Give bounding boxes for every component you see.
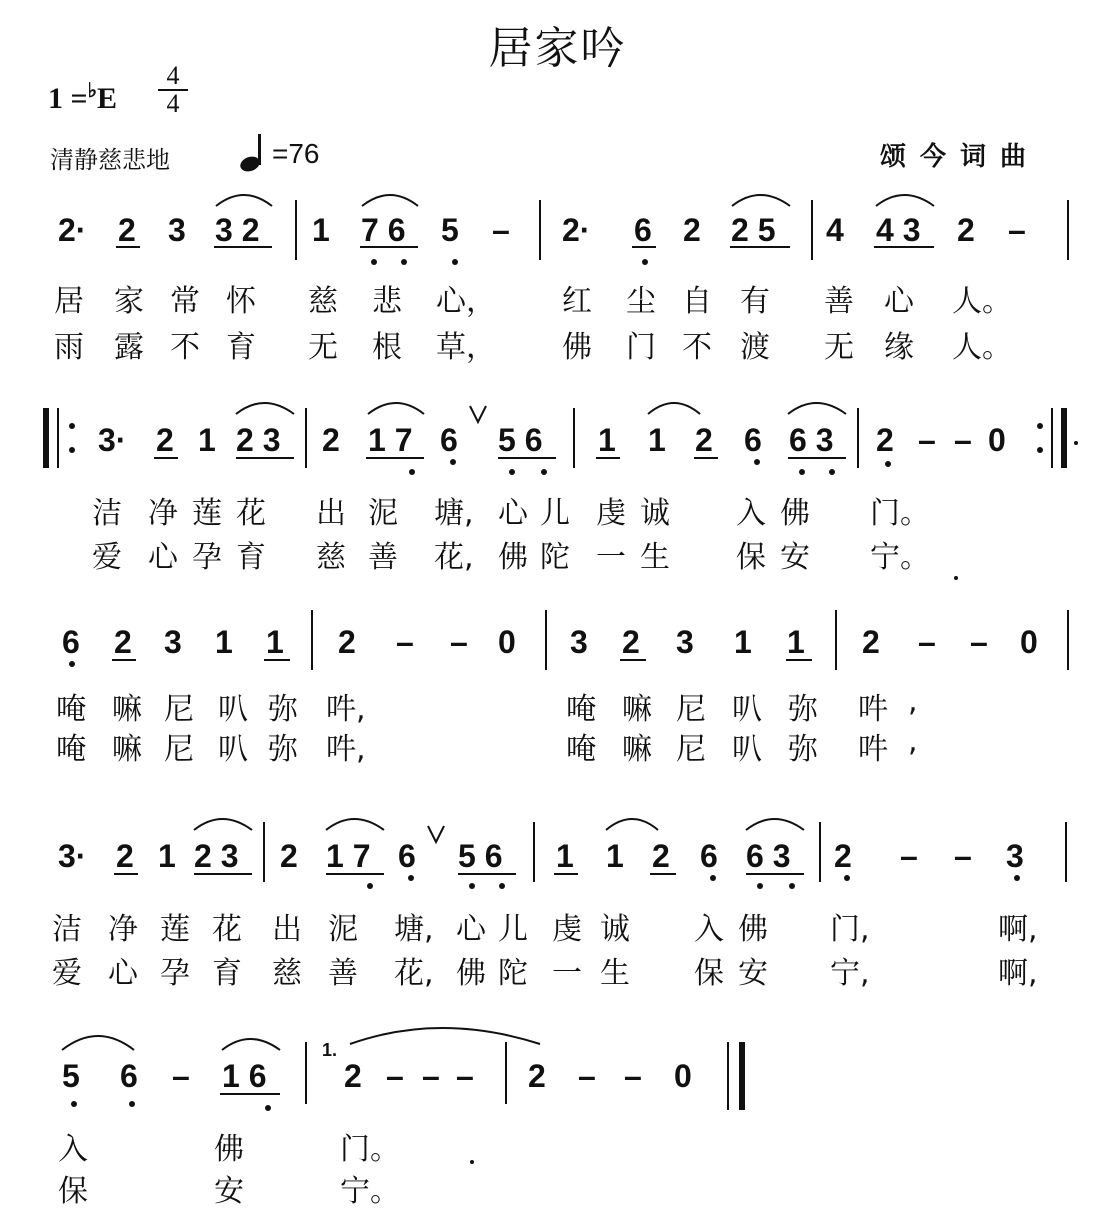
note: 6 3 <box>746 838 791 874</box>
note: 4 3 <box>876 212 921 248</box>
lyric-char: 不 <box>170 330 200 365</box>
note: – <box>492 212 510 248</box>
lyric-char: 慈 <box>308 284 338 319</box>
lyric-char: 啊, <box>998 956 1038 991</box>
lyric-char: 尼 <box>676 732 706 767</box>
lyric-char: 安 <box>214 1174 244 1209</box>
note: 1 <box>198 422 216 458</box>
lyric-char: 怀 <box>226 284 256 319</box>
lyric-char: 叭 <box>732 692 762 727</box>
lyric-char: , <box>908 684 918 719</box>
note: 6 <box>120 1058 138 1094</box>
lyric-char: 心， <box>436 284 496 319</box>
lyric-char: 心 <box>884 284 914 319</box>
lyric-char: 花 <box>236 496 266 531</box>
lyric-char: 善 <box>824 284 854 319</box>
lyric-char: , <box>908 724 918 759</box>
note: 2 <box>156 422 174 458</box>
lyric-char: 一 <box>552 956 582 991</box>
lyric-char: 心 <box>148 540 178 575</box>
note: 1 7 <box>368 422 413 458</box>
note: 2 3 <box>194 838 239 874</box>
note: – <box>386 1058 404 1094</box>
lyric-char: 吽 <box>858 732 888 767</box>
lyric-char: 吽 <box>858 692 888 727</box>
lyric-char: 尼 <box>164 732 194 767</box>
lyric-char: 佛 <box>780 496 810 531</box>
lyric-char: 塘, <box>434 496 474 531</box>
lyric-char: 无 <box>824 330 854 365</box>
note: 1 <box>787 624 805 660</box>
credit: 颂今词曲 <box>880 142 1041 172</box>
lyric-char: 净 <box>108 912 138 947</box>
lyric-char: 宁。 <box>870 540 930 575</box>
note: 5 <box>62 1058 80 1094</box>
lyric-char: 叭 <box>218 692 248 727</box>
lyric-char: 佛 <box>214 1132 244 1167</box>
note: 1 <box>158 838 176 874</box>
lyric-char: 嘛 <box>622 732 652 767</box>
volta-label: 1. <box>322 1040 338 1060</box>
note: 6 <box>634 212 652 248</box>
note: – <box>172 1058 190 1094</box>
note: 1 <box>606 838 624 874</box>
note: 5 <box>441 212 459 248</box>
lyric-char: 自 <box>682 284 712 319</box>
lyric-char: 入 <box>736 496 766 531</box>
lyric-char: 佛 <box>456 956 486 991</box>
lyric-char: 居 <box>54 284 84 319</box>
note: 2 <box>280 838 298 874</box>
note: 2 <box>118 212 136 248</box>
note: 5 6 <box>458 838 503 874</box>
lyric-char: 叭 <box>218 732 248 767</box>
lyric-char: 诚 <box>600 912 630 947</box>
lyric-char: 唵 <box>566 692 596 727</box>
lyric-char: 渡 <box>740 330 770 365</box>
lyric-char: 弥 <box>268 692 298 727</box>
note: 3 2 <box>215 212 260 248</box>
expression-marking: 清静慈悲地 <box>50 146 170 174</box>
lyric-char: 雨 <box>54 330 84 365</box>
note: 2 <box>683 212 701 248</box>
lyric-char: 露 <box>114 330 144 365</box>
note: 7 6 <box>361 212 406 248</box>
note: 0 <box>1020 624 1038 660</box>
lyric-char: 虔 <box>596 496 626 531</box>
note: – <box>900 838 918 874</box>
lyric-char: 孕 <box>160 956 190 991</box>
note: 2 <box>116 838 134 874</box>
song-title: 居家吟 <box>488 23 627 74</box>
note: 2 <box>957 212 975 248</box>
note: 6 <box>62 624 80 660</box>
note: – <box>456 1058 474 1094</box>
lyric-char: 尼 <box>164 692 194 727</box>
lyric-char: 门 <box>626 330 656 365</box>
flat-sign: ♭ <box>87 80 98 102</box>
note: 2 5 <box>731 212 776 248</box>
lyric-char: 常 <box>170 284 200 319</box>
note: – <box>396 624 414 660</box>
note: 2 <box>652 838 670 874</box>
note: 2 <box>834 838 852 874</box>
tempo-value: =76 <box>272 138 320 169</box>
note: 2· <box>58 212 87 248</box>
lyric-char: 善 <box>368 540 398 575</box>
lyric-char: 生 <box>640 540 670 575</box>
lyric-char: 门, <box>830 912 870 947</box>
note: 2 3 <box>236 422 281 458</box>
lyric-char: 不 <box>682 330 712 365</box>
lyric-char: 啊, <box>998 912 1038 947</box>
note: 3· <box>58 838 87 874</box>
lyric-char: 泥 <box>328 912 358 947</box>
lyric-char: 人。 <box>952 284 1012 319</box>
note: – <box>624 1058 642 1094</box>
note: 1 6 <box>222 1058 267 1094</box>
lyric-char: 莲 <box>160 912 190 947</box>
lyric-char: 弥 <box>788 732 818 767</box>
lyric-char: 安 <box>780 540 810 575</box>
note: 2 <box>322 422 340 458</box>
note: 1 <box>266 624 284 660</box>
lyric-char: 有 <box>740 284 770 319</box>
note: 2 <box>876 422 894 458</box>
note: 0 <box>498 624 516 660</box>
lyric-char: 孕 <box>192 540 222 575</box>
lyric-char: 佛 <box>498 540 528 575</box>
lyric-char: 儿 <box>540 496 570 531</box>
lyric-char: 儿 <box>498 912 528 947</box>
lyric-char: 人。 <box>952 330 1012 365</box>
lyric-char: 爱 <box>52 956 82 991</box>
lyric-char: 花, <box>394 956 434 991</box>
note: – <box>954 422 972 458</box>
note: – <box>918 422 936 458</box>
note: 3 <box>1006 838 1024 874</box>
lyric-char: 育 <box>236 540 266 575</box>
note: 5 6 <box>498 422 543 458</box>
note: 2 <box>528 1058 546 1094</box>
note: 4 <box>826 212 844 248</box>
note: 1 <box>734 624 752 660</box>
lyric-char: 嘛 <box>622 692 652 727</box>
lyric-char: 保 <box>736 540 766 575</box>
note: 3 <box>168 212 186 248</box>
lyric-char: 洁 <box>92 496 122 531</box>
lyric-char: 嘛 <box>112 692 142 727</box>
lyric-char: 唵 <box>56 692 86 727</box>
lyric-char: 红 <box>562 284 592 319</box>
lyric-char: 陀 <box>498 956 528 991</box>
lyric-char: 宁。 <box>340 1174 400 1209</box>
lyric-char: 一 <box>596 540 626 575</box>
lyric-char: 吽, <box>326 692 366 727</box>
lyric-char: 生 <box>600 956 630 991</box>
lyric-char: 尼 <box>676 692 706 727</box>
lyric-char: 吽, <box>326 732 366 767</box>
note: 2· <box>562 212 591 248</box>
note: 6 <box>744 422 762 458</box>
lyric-char: 净 <box>148 496 178 531</box>
note: 2 <box>344 1058 362 1094</box>
note: 1 <box>312 212 330 248</box>
lyric-char: 洁 <box>52 912 82 947</box>
lyric-char: 慈 <box>272 956 302 991</box>
note: – <box>954 838 972 874</box>
note: 1 <box>648 422 666 458</box>
lyric-char: 缘 <box>884 330 914 365</box>
lyric-char: 叭 <box>732 732 762 767</box>
note: 2 <box>114 624 132 660</box>
lyric-char: 花 <box>212 912 242 947</box>
note: 1 7 <box>326 838 371 874</box>
lyric-char: 宁, <box>830 956 870 991</box>
note: – <box>918 624 936 660</box>
key-label: 1 = <box>48 82 88 115</box>
lyric-char: 善 <box>328 956 358 991</box>
note: 0 <box>674 1058 692 1094</box>
lyric-char: 慈 <box>316 540 346 575</box>
note: 2 <box>338 624 356 660</box>
note: – <box>450 624 468 660</box>
lyric-char: 佛 <box>738 912 768 947</box>
lyric-char: 虔 <box>552 912 582 947</box>
lyric-char: 入 <box>694 912 724 947</box>
note: 2 <box>862 624 880 660</box>
note: – <box>422 1058 440 1094</box>
lyric-char: 嘛 <box>112 732 142 767</box>
lyric-char: 育 <box>226 330 256 365</box>
note: – <box>1008 212 1026 248</box>
note: 1 <box>598 422 616 458</box>
lyric-char: 陀 <box>540 540 570 575</box>
lyric-char: 安 <box>738 956 768 991</box>
note: 1 <box>215 624 233 660</box>
note: – <box>970 624 988 660</box>
lyric-char: 出 <box>316 496 346 531</box>
note: 6 <box>398 838 416 874</box>
lyric-char: 花, <box>434 540 474 575</box>
lyric-char: 草， <box>436 330 496 365</box>
lyric-char: 诚 <box>640 496 670 531</box>
note: 3 <box>570 624 588 660</box>
lyric-char: 根 <box>372 330 402 365</box>
note: – <box>578 1058 596 1094</box>
time-top: 4 <box>166 61 180 90</box>
lyric-char: 出 <box>272 912 302 947</box>
lyric-char: 唵 <box>566 732 596 767</box>
lyric-char: 心 <box>456 912 486 947</box>
note: 6 3 <box>789 422 834 458</box>
time-bottom: 4 <box>166 89 180 118</box>
lyric-char: 育 <box>212 956 242 991</box>
lyric-char: 心 <box>108 956 138 991</box>
lyric-char: 尘 <box>626 284 656 319</box>
lyric-char: 塘, <box>394 912 434 947</box>
lyric-char: 家 <box>114 284 144 319</box>
lyric-char: 保 <box>58 1174 88 1209</box>
lyric-char: 门。 <box>340 1132 400 1167</box>
note: 3· <box>98 422 127 458</box>
note: 0 <box>988 422 1006 458</box>
lyric-char: 佛 <box>562 330 592 365</box>
lyric-char: 唵 <box>56 732 86 767</box>
note: 3 <box>164 624 182 660</box>
lyric-char: 门。 <box>870 496 930 531</box>
note: 2 <box>695 422 713 458</box>
lyric-char: 保 <box>694 956 724 991</box>
note: 6 <box>700 838 718 874</box>
lyric-char: 爱 <box>92 540 122 575</box>
lyric-char: 心 <box>498 496 528 531</box>
note: 2 <box>622 624 640 660</box>
note: 1 <box>556 838 574 874</box>
lyric-char: 泥 <box>368 496 398 531</box>
lyric-char: 弥 <box>268 732 298 767</box>
note: 6 <box>440 422 458 458</box>
lyric-char: 无 <box>308 330 338 365</box>
lyric-char: 入 <box>58 1132 88 1167</box>
note: 3 <box>676 624 694 660</box>
lyric-char: 莲 <box>192 496 222 531</box>
lyric-char: 弥 <box>788 692 818 727</box>
lyric-char: 悲 <box>372 284 402 319</box>
key-note: E <box>97 82 118 115</box>
